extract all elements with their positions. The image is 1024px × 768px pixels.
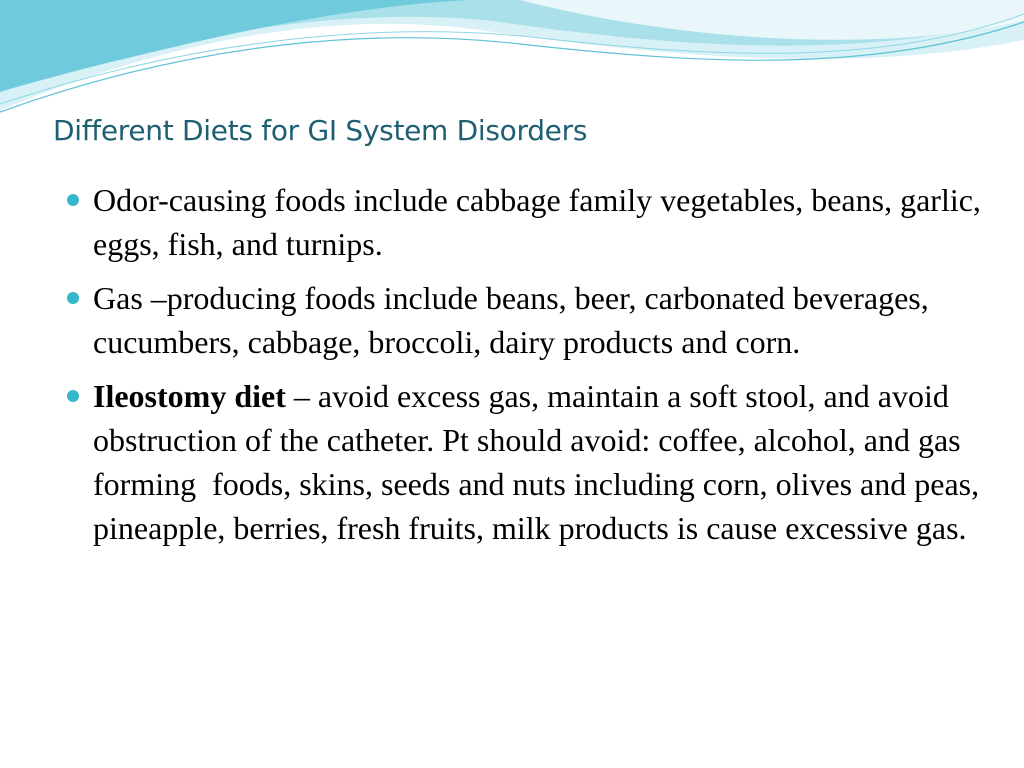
bullet-item-ileostomy-diet <box>60 374 985 550</box>
bullet-bold-term: Ileostomy diet <box>93 378 286 414</box>
slide-title: Different Diets for GI System Disorders <box>53 114 588 147</box>
bullet-dot-icon <box>67 390 79 402</box>
bullet-text: Odor-causing foods include cabbage family vegetables, beans, garlic, eggs, fish, and turnips. <box>93 182 981 262</box>
bullet-list <box>60 178 985 560</box>
bullet-dot-icon <box>67 292 79 304</box>
bullet-text: – avoid excess gas, maintain a soft stool, and avoid obstruction of the catheter. Pt should avoid: coffee, alcohol, and gas forming foods, skins, seeds and nuts including corn, olives and peas, pineapple, berries, fresh fruits, milk products is cause excessive gas. <box>93 378 980 546</box>
bullet-item-gas-foods <box>60 276 985 364</box>
bullet-text: Gas –producing foods include beans, beer, carbonated beverages, cucumbers, cabbage, broccoli, dairy products and corn. <box>93 280 929 360</box>
bullet-item-odor-foods <box>60 178 985 266</box>
bullet-dot-icon <box>67 194 79 206</box>
